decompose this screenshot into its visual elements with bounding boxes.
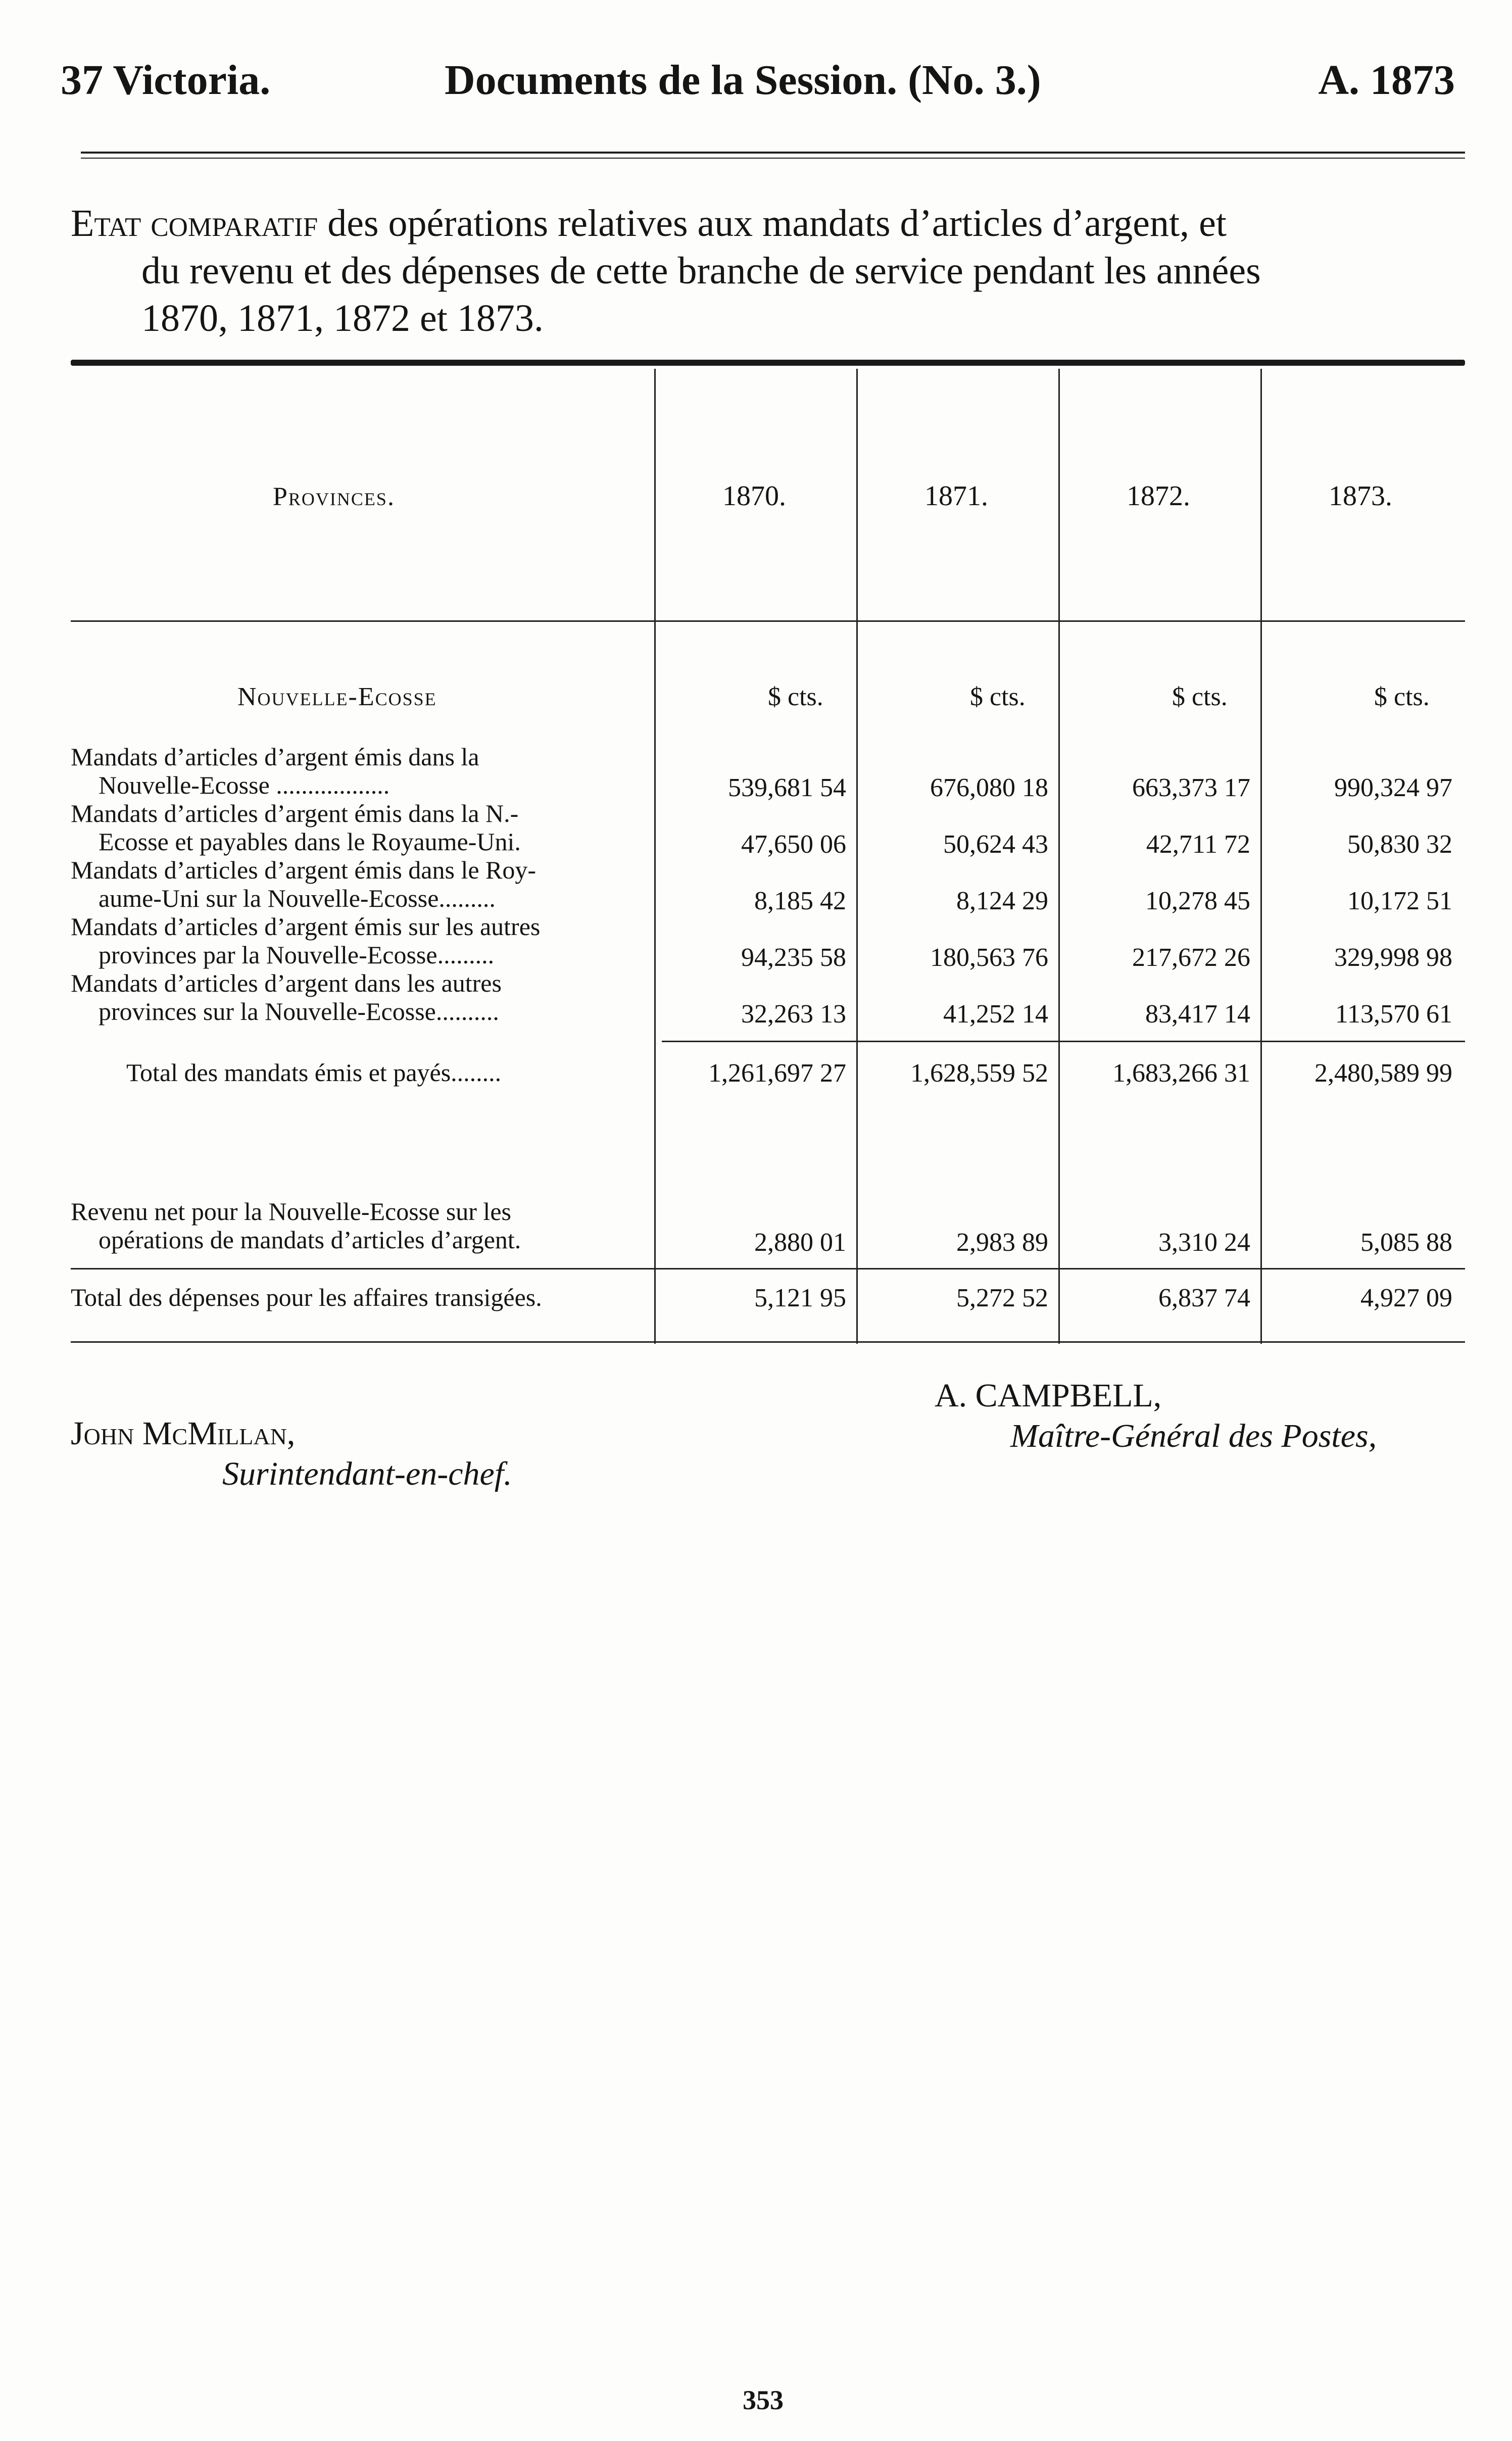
table-cell: 42,711 72	[1146, 830, 1250, 859]
total-cell: 1,628,559 52	[910, 1059, 1048, 1088]
table-cell: 41,252 14	[943, 1000, 1048, 1029]
table-cell: 539,681 54	[728, 773, 846, 802]
title-rule	[71, 360, 1465, 366]
table-cell: 50,624 43	[943, 830, 1048, 859]
revenue-cell: 5,085 88	[1360, 1228, 1452, 1257]
table-row-label: Mandats d’articles d’argent émis dans le Roy- aume-Uni sur la Nouvelle-Ecosse.........	[71, 856, 536, 912]
title-line-3: 1870, 1871, 1872 et 1873.	[141, 297, 544, 339]
column-rule	[654, 369, 656, 1344]
superintendent-title: Surintendant-en-chef.	[222, 1455, 512, 1492]
table-cell: 10,172 51	[1347, 887, 1452, 915]
year-header-1871: 1871.	[924, 480, 988, 512]
postmaster-general-name: A. CAMPBELL,	[935, 1377, 1162, 1414]
table-cell: 8,124 29	[956, 887, 1048, 915]
table-title	[71, 200, 1465, 342]
revenue-cell: 2,880 01	[754, 1228, 846, 1257]
page-number: 353	[743, 2385, 784, 2415]
title-line-2: du revenu et des dépenses de cette branche de service pendant les années	[141, 250, 1261, 292]
header-document-title: Documents de la Session. (No. 3.)	[445, 57, 1041, 104]
province-section-heading: Nouvelle-Ecosse	[237, 682, 437, 711]
table-cell: 663,373 17	[1132, 773, 1250, 802]
header-document-number: A. 1873	[1318, 57, 1455, 104]
total-row-label: Total des mandats émis et payés........	[126, 1058, 502, 1087]
unit-label: $ cts.	[1374, 682, 1430, 711]
table-cell: 217,672 26	[1132, 943, 1250, 972]
expenses-cell: 4,927 09	[1360, 1284, 1452, 1312]
title-lead: Etat comparatif	[71, 202, 318, 245]
column-rule	[1260, 369, 1262, 1344]
table-cell: 32,263 13	[741, 1000, 846, 1029]
year-header-1870: 1870.	[722, 480, 786, 512]
table-cell: 8,185 42	[754, 887, 846, 915]
unit-label: $ cts.	[768, 682, 823, 711]
revenue-cell: 3,310 24	[1158, 1228, 1250, 1257]
running-header	[61, 56, 1455, 116]
provinces-column-header: Provinces.	[273, 482, 395, 511]
table-cell: 990,324 97	[1334, 773, 1452, 802]
total-cell: 1,683,266 31	[1112, 1059, 1250, 1088]
revenue-rule	[71, 1268, 1465, 1270]
table-cell: 10,278 45	[1145, 887, 1250, 915]
expenses-cell: 6,837 74	[1158, 1284, 1250, 1312]
revenue-row-label: Revenu net pour la Nouvelle-Ecosse sur les opérations de mandats d’articles d’argent.	[71, 1197, 521, 1254]
table-cell: 83,417 14	[1145, 1000, 1250, 1029]
header-rule	[81, 152, 1465, 159]
title-line-1: des opérations relatives aux mandats d’articles d’argent, et	[318, 202, 1227, 245]
table-cell: 47,650 06	[741, 830, 846, 859]
expenses-cell: 5,121 95	[754, 1284, 846, 1312]
expenses-cell: 5,272 52	[956, 1284, 1048, 1312]
unit-label: $ cts.	[1172, 682, 1228, 711]
superintendent-name: John McMillan,	[71, 1415, 296, 1452]
table-cell: 113,570 61	[1335, 1000, 1452, 1029]
table-row-label: Mandats d’articles d’argent émis dans la N.- Ecosse et payables dans le Royaume-Uni.	[71, 799, 521, 856]
expenses-row-label: Total des dépenses pour les affaires transigées.	[71, 1283, 542, 1311]
year-header-1873: 1873.	[1329, 480, 1392, 512]
column-rule	[1058, 369, 1060, 1344]
header-session-year: 37 Victoria.	[61, 57, 271, 104]
comparative-table	[71, 369, 1465, 1354]
table-cell: 329,998 98	[1334, 943, 1452, 972]
table-bottom-rule	[71, 1341, 1465, 1343]
table-cell: 94,235 58	[741, 943, 846, 972]
total-cell: 1,261,697 27	[708, 1059, 846, 1088]
unit-label: $ cts.	[970, 682, 1026, 711]
table-row-label: Mandats d’articles d’argent émis dans la Nouvelle-Ecosse ..................	[71, 743, 479, 799]
revenue-cell: 2,983 89	[956, 1228, 1048, 1257]
header-bottom-rule	[71, 620, 1465, 622]
table-row-label: Mandats d’articles d’argent émis sur les autres provinces par la Nouvelle-Ecosse.........	[71, 912, 541, 969]
postmaster-general-title: Maître-Général des Postes,	[1010, 1418, 1377, 1454]
table-row-label: Mandats d’articles d’argent dans les autres provinces sur la Nouvelle-Ecosse..........	[71, 969, 502, 1026]
column-rule	[856, 369, 858, 1344]
table-cell: 50,830 32	[1347, 830, 1452, 859]
year-header-1872: 1872.	[1127, 480, 1190, 512]
total-rule	[662, 1041, 1465, 1042]
table-cell: 180,563 76	[930, 943, 1048, 972]
table-cell: 676,080 18	[930, 773, 1048, 802]
total-cell: 2,480,589 99	[1314, 1059, 1452, 1088]
